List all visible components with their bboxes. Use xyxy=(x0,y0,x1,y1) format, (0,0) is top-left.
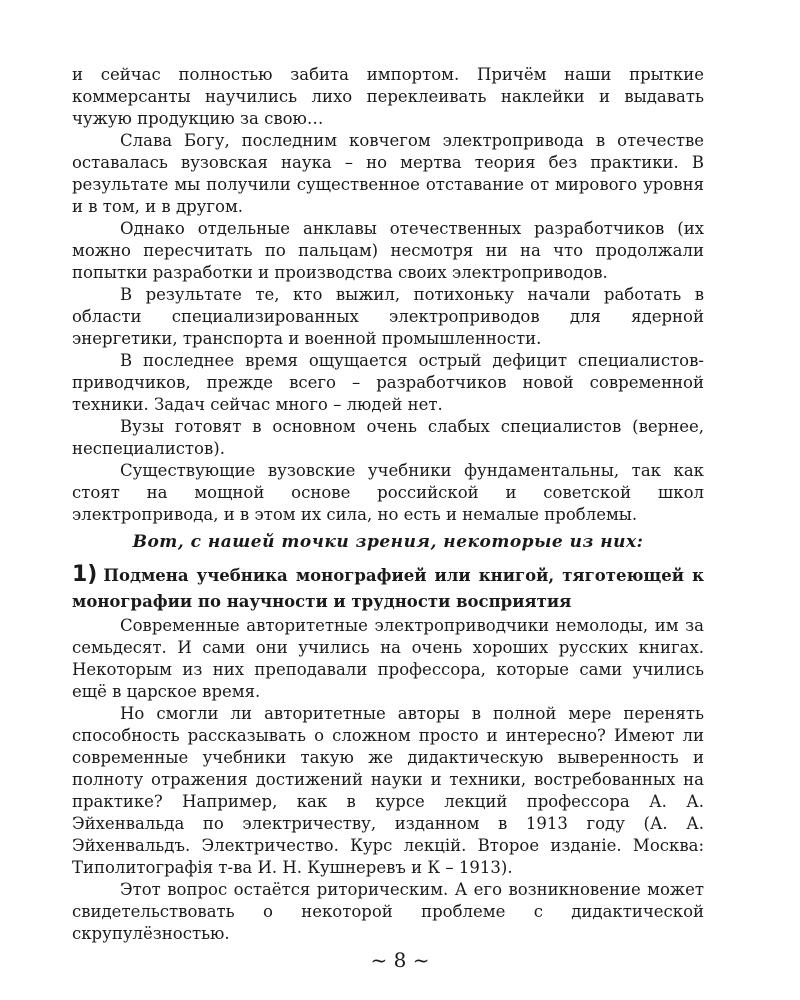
paragraph: Вузы готовят в основном очень слабых специалистов (вернее, неспециалистов). xyxy=(72,417,704,458)
section-heading xyxy=(72,562,704,615)
paragraph: В последнее время ощущается острый дефицит специалистов-приводчиков, прежде всего – разработчиков новой современной техники. Задач сейчас много – людей нет. xyxy=(72,351,704,414)
paragraph: Современные авторитетные электроприводчики немолоды, им за семьдесят. И сами они учились на очень хороших русских книгах. Некоторым из них преподавали профессора, которые сами учились ещё в царское время. xyxy=(72,616,704,701)
paragraph: Однако отдельные анклавы отечественных разработчиков (их можно пересчитать по пальцам) несмотря ни на что продолжали попытки разработки и производства своих электроприводов. xyxy=(72,219,704,282)
page-number: ~ 8 ~ xyxy=(370,948,430,972)
paragraphs-top xyxy=(72,64,704,526)
paragraph: Но смогли ли авторитетные авторы в полной мере перенять способность рассказывать о сложном просто и интересно? Имеют ли современные учебники такую же дидактическую выверенность и полноту отражения достижений науки и техники, востребованных на практике? Например, как в курсе лекций профессора А. А. Эйхенвальда по электричеству, изданном в 1913 году (А. А. Эйхенвальдъ. Электричество. Курс лекцій. Второе изданіе. Москва: Типолитографія т-ва И. Н. Кушнеревъ и К – 1913). xyxy=(72,704,704,877)
paragraphs-bottom xyxy=(72,615,704,945)
paragraph: В результате те, кто выжил, потихоньку начали работать в области специализированных электроприводов для ядерной энергетики, транспорта и военной промышленности. xyxy=(72,285,704,348)
paragraph: и сейчас полностью забита импортом. Причём наши прыткие коммерсанты научились лихо переклеивать наклейки и выдавать чужую продукцию за свою… xyxy=(72,65,704,128)
paragraph: Слава Богу, последним ковчегом электропривода в отечестве оставалась вузовская наука – но мертва теория без практики. В результате мы получили существенное отставание от мирового уровня и в том, и в другом. xyxy=(72,131,704,216)
section-title: Подмена учебника монографией или книгой, тяготеющей к монографии по научности и трудности восприятия xyxy=(72,566,704,611)
paragraph: Существующие вузовские учебники фундаментальны, так как стоят на мощной основе российской и советской школ электропривода, и в этом их сила, но есть и немалые проблемы. xyxy=(72,461,704,524)
paragraph: Этот вопрос остаётся риторическим. А его возникновение может свидетельствовать о некоторой проблеме с дидактической скрупулёзностью. xyxy=(72,880,704,943)
page-body xyxy=(72,64,704,945)
callout-line: Вот, с нашей точки зрения, некоторые из них: xyxy=(132,532,644,552)
section-number: 1) xyxy=(72,562,98,587)
